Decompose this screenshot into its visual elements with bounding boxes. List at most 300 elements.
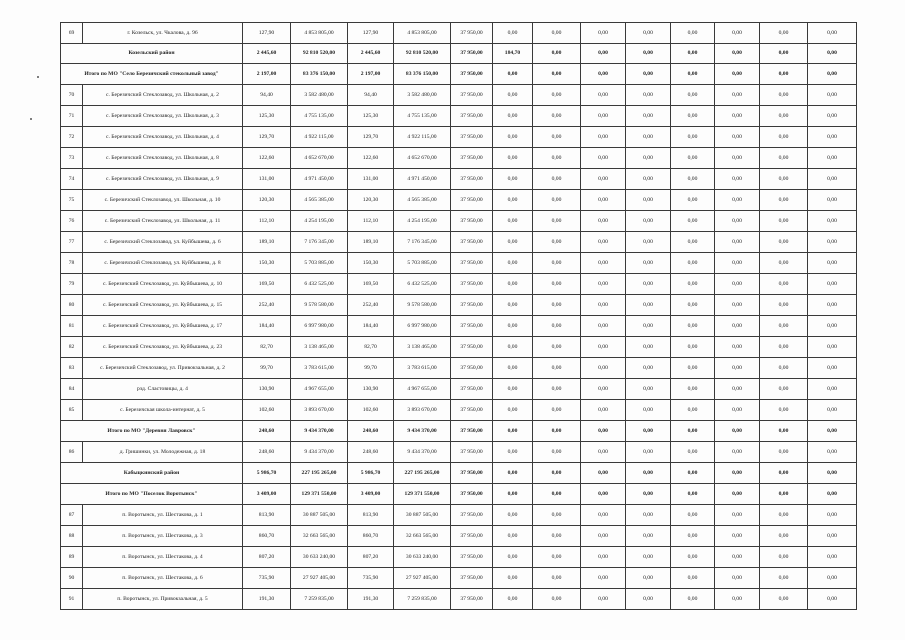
table-cell: 30 887 505,00: [394, 505, 451, 526]
table-cell: 0,00: [760, 358, 808, 379]
table-cell: 0,00: [533, 190, 581, 211]
table-cell: 0,00: [493, 127, 533, 148]
table-row: [61, 106, 857, 127]
table-cell: 0,00: [533, 148, 581, 169]
table-cell: 184,70: [493, 44, 533, 64]
table-cell: 0,00: [808, 295, 857, 316]
table-cell: 0,00: [626, 253, 671, 274]
table-cell: 0,00: [671, 463, 715, 484]
table-cell: 0,00: [493, 106, 533, 127]
table-cell: 9 578 580,00: [394, 295, 451, 316]
table-cell: 252,40: [243, 295, 291, 316]
table-cell: 0,00: [626, 190, 671, 211]
table-cell: 0,00: [533, 295, 581, 316]
table-cell: 37 950,00: [451, 505, 493, 526]
table-cell: 0,00: [808, 190, 857, 211]
table-cell: 0,00: [671, 484, 715, 505]
table-cell: 4 971 450,00: [291, 169, 348, 190]
table-cell: 0,00: [808, 400, 857, 421]
table-cell: 252,40: [348, 295, 394, 316]
table-row: [61, 400, 857, 421]
row-number: 73: [61, 148, 83, 169]
table-cell: 0,00: [808, 127, 857, 148]
table-cell: 37 950,00: [451, 358, 493, 379]
table-cell: 94,40: [243, 85, 291, 106]
table-cell: 0,00: [581, 568, 626, 589]
table-cell: 0,00: [493, 505, 533, 526]
row-number: 83: [61, 358, 83, 379]
address-cell: с. Березичская школа-интернат, д. 5: [83, 400, 243, 421]
table-cell: 0,00: [626, 463, 671, 484]
table-cell: 129 371 550,00: [291, 484, 348, 505]
table-cell: 0,00: [581, 85, 626, 106]
table-cell: 30 887 505,00: [291, 505, 348, 526]
table-cell: 0,00: [671, 232, 715, 253]
table-cell: 122,60: [348, 148, 394, 169]
table-cell: 0,00: [581, 23, 626, 44]
table-cell: 0,00: [715, 211, 760, 232]
table-cell: 0,00: [715, 127, 760, 148]
table-cell: 248,60: [348, 442, 394, 463]
table-cell: 0,00: [760, 463, 808, 484]
table-cell: 0,00: [760, 400, 808, 421]
address-cell: с. Березичский Стеклозавод, ул. Школьная, д. 3: [83, 106, 243, 127]
table-cell: 0,00: [533, 547, 581, 568]
address-cell: с. Березичский Стеклозавод, ул. Школьная, д. 10: [83, 190, 243, 211]
table-cell: 3 409,00: [348, 484, 394, 505]
table-cell: 0,00: [715, 295, 760, 316]
table-cell: 0,00: [626, 23, 671, 44]
table-cell: 0,00: [808, 169, 857, 190]
table-cell: 0,00: [715, 442, 760, 463]
table-cell: 0,00: [760, 547, 808, 568]
table-cell: 0,00: [626, 358, 671, 379]
table-cell: 0,00: [493, 274, 533, 295]
table-row: [61, 526, 857, 547]
table-cell: 0,00: [715, 526, 760, 547]
table-cell: 0,00: [715, 463, 760, 484]
table-cell: 82,70: [348, 337, 394, 358]
table-cell: 0,00: [760, 568, 808, 589]
table-cell: 7 176 345,00: [394, 232, 451, 253]
table-cell: 0,00: [581, 127, 626, 148]
table-cell: 3 582 480,00: [394, 85, 451, 106]
table-cell: 2 445,60: [348, 44, 394, 64]
table-cell: 102,60: [243, 400, 291, 421]
table-cell: 0,00: [493, 568, 533, 589]
row-number: 76: [61, 211, 83, 232]
row-number: 69: [61, 23, 83, 44]
table-cell: 0,00: [715, 547, 760, 568]
table-cell: 0,00: [626, 64, 671, 85]
table-cell: 0,00: [715, 148, 760, 169]
table-cell: 37 950,00: [451, 148, 493, 169]
table-cell: 0,00: [808, 44, 857, 64]
subtotal-label: Итого по МО "Деревня Лавровск": [61, 421, 243, 442]
table-cell: 0,00: [533, 379, 581, 400]
table-cell: 0,00: [808, 505, 857, 526]
table-cell: 0,00: [626, 148, 671, 169]
row-number: 80: [61, 295, 83, 316]
table-cell: 0,00: [626, 589, 671, 610]
table-cell: 37 950,00: [451, 44, 493, 64]
table-cell: 0,00: [493, 211, 533, 232]
table-cell: 0,00: [626, 169, 671, 190]
table-cell: 0,00: [493, 232, 533, 253]
table-cell: 0,00: [533, 505, 581, 526]
table-cell: 37 950,00: [451, 85, 493, 106]
row-number: 81: [61, 316, 83, 337]
table-cell: 0,00: [760, 484, 808, 505]
table-cell: 0,00: [671, 442, 715, 463]
table-cell: 7 259 835,00: [394, 589, 451, 610]
housing-register-table: [60, 22, 857, 610]
table-cell: 92 810 520,00: [291, 44, 348, 64]
table-cell: 5 703 885,00: [394, 253, 451, 274]
table-cell: 0,00: [493, 316, 533, 337]
table-cell: 83 376 150,00: [394, 64, 451, 85]
table-cell: 0,00: [493, 442, 533, 463]
table-row: [61, 568, 857, 589]
table-cell: 3 138 465,00: [291, 337, 348, 358]
table-cell: 0,00: [626, 547, 671, 568]
table-cell: 129,70: [348, 127, 394, 148]
table-cell: 9 434 370,00: [291, 421, 348, 442]
address-cell: п. Воротынск, ул. Привокзальная, д. 5: [83, 589, 243, 610]
table-row: [61, 127, 857, 148]
table-cell: 0,00: [626, 505, 671, 526]
table-row: [61, 253, 857, 274]
table-cell: 0,00: [581, 211, 626, 232]
table-cell: 0,00: [533, 442, 581, 463]
table-cell: 0,00: [715, 253, 760, 274]
row-number: 91: [61, 589, 83, 610]
table-cell: 37 950,00: [451, 211, 493, 232]
table-cell: 4 853 805,00: [291, 23, 348, 44]
table-cell: 5 703 885,00: [291, 253, 348, 274]
table-cell: 0,00: [808, 274, 857, 295]
table-cell: 0,00: [493, 23, 533, 44]
table-cell: 0,00: [715, 505, 760, 526]
table-row: [61, 274, 857, 295]
table-cell: 125,30: [348, 106, 394, 127]
table-body: [61, 23, 857, 610]
table-cell: 0,00: [671, 421, 715, 442]
address-cell: с. Березичский Стеклозавод, ул. Куйбышева, д. 15: [83, 295, 243, 316]
table-cell: 0,00: [581, 547, 626, 568]
table-cell: 37 950,00: [451, 127, 493, 148]
table-cell: 0,00: [671, 379, 715, 400]
table-cell: 0,00: [493, 463, 533, 484]
table-cell: 0,00: [581, 316, 626, 337]
table-cell: 0,00: [493, 64, 533, 85]
table-cell: 150,30: [348, 253, 394, 274]
table-cell: 37 950,00: [451, 23, 493, 44]
table-cell: 0,00: [581, 106, 626, 127]
scan-speck: [37, 76, 39, 78]
table-cell: 6 432 525,00: [291, 274, 348, 295]
table-cell: 0,00: [493, 400, 533, 421]
table-cell: 0,00: [715, 589, 760, 610]
address-cell: с. Березичский Стеклозавод, ул. Привокзальная, д. 2: [83, 358, 243, 379]
table-cell: 0,00: [626, 484, 671, 505]
table-row: [61, 337, 857, 358]
table-cell: 0,00: [581, 463, 626, 484]
table-cell: 0,00: [581, 253, 626, 274]
subtotal-label: Козельский район: [61, 44, 243, 64]
table-cell: 0,00: [760, 526, 808, 547]
table-cell: 0,00: [715, 484, 760, 505]
table-cell: 0,00: [760, 253, 808, 274]
table-cell: 0,00: [533, 85, 581, 106]
table-cell: 0,00: [533, 463, 581, 484]
table-cell: 0,00: [808, 568, 857, 589]
table-row: [61, 379, 857, 400]
row-number: 78: [61, 253, 83, 274]
table-cell: 0,00: [533, 421, 581, 442]
row-number: 71: [61, 106, 83, 127]
table-cell: 0,00: [715, 106, 760, 127]
row-number: 89: [61, 547, 83, 568]
table-cell: 4 652 670,00: [291, 148, 348, 169]
table-cell: 0,00: [671, 211, 715, 232]
table-cell: 0,00: [671, 547, 715, 568]
table-cell: 0,00: [760, 44, 808, 64]
table-row: [61, 442, 857, 463]
subtotal-label: Итого по МО "Село Березичский стекольный завод": [61, 64, 243, 85]
table-cell: 0,00: [760, 106, 808, 127]
table-cell: 0,00: [626, 127, 671, 148]
table-cell: 0,00: [715, 85, 760, 106]
address-cell: с. Березичский Стеклозавод, ул. Куйбышева, д. 8: [83, 253, 243, 274]
table-cell: 0,00: [533, 23, 581, 44]
table-cell: 0,00: [626, 526, 671, 547]
table-cell: 150,30: [243, 253, 291, 274]
table-cell: 0,00: [808, 148, 857, 169]
table-cell: 131,00: [348, 169, 394, 190]
table-row: [61, 505, 857, 526]
table-cell: 0,00: [671, 127, 715, 148]
table-cell: 0,00: [493, 169, 533, 190]
address-cell: г. Козельск, ул. Чкалова, д. 96: [83, 23, 243, 44]
table-cell: 0,00: [493, 358, 533, 379]
table-cell: 4 922 115,00: [291, 127, 348, 148]
table-cell: 0,00: [533, 337, 581, 358]
table-cell: 807,20: [348, 547, 394, 568]
table-cell: 0,00: [493, 295, 533, 316]
table-cell: 227 195 265,00: [394, 463, 451, 484]
table-cell: 37 950,00: [451, 547, 493, 568]
table-cell: 0,00: [808, 316, 857, 337]
table-cell: 0,00: [760, 127, 808, 148]
table-cell: 0,00: [671, 358, 715, 379]
table-cell: 0,00: [581, 274, 626, 295]
address-cell: п. Воротынск, ул. Шестакова, д. 1: [83, 505, 243, 526]
row-number: 75: [61, 190, 83, 211]
address-cell: с. Березичский Стеклозавод, ул. Куйбышева, д. 10: [83, 274, 243, 295]
table-cell: 0,00: [760, 337, 808, 358]
table-cell: 0,00: [626, 400, 671, 421]
table-cell: 248,60: [243, 442, 291, 463]
table-cell: 0,00: [760, 211, 808, 232]
table-row: [61, 316, 857, 337]
table-row: [61, 295, 857, 316]
table-row: [61, 148, 857, 169]
table-cell: 0,00: [581, 190, 626, 211]
table-row: [61, 190, 857, 211]
table-cell: 4 565 385,00: [291, 190, 348, 211]
table-cell: 3 138 465,00: [394, 337, 451, 358]
table-cell: 0,00: [533, 589, 581, 610]
scan-speck: [30, 118, 32, 120]
table-cell: 4 967 655,00: [394, 379, 451, 400]
table-cell: 0,00: [493, 421, 533, 442]
table-cell: 0,00: [581, 169, 626, 190]
address-cell: с. Березичский Стеклозавод, ул. Школьная, д. 2: [83, 85, 243, 106]
table-cell: 0,00: [533, 232, 581, 253]
table-cell: 0,00: [533, 64, 581, 85]
table-cell: 0,00: [626, 106, 671, 127]
table-cell: 0,00: [533, 568, 581, 589]
table-cell: 0,00: [581, 379, 626, 400]
table-cell: 125,30: [243, 106, 291, 127]
table-cell: 0,00: [581, 64, 626, 85]
table-row: [61, 547, 857, 568]
table-cell: 3 893 670,00: [291, 400, 348, 421]
table-cell: 0,00: [760, 148, 808, 169]
table-cell: 37 950,00: [451, 589, 493, 610]
table-cell: 0,00: [808, 253, 857, 274]
table-cell: 0,00: [760, 232, 808, 253]
table-cell: 0,00: [493, 526, 533, 547]
table-cell: 37 950,00: [451, 253, 493, 274]
table-cell: 0,00: [533, 400, 581, 421]
address-cell: п. Воротынск, ул. Шестакова, д. 6: [83, 568, 243, 589]
table-cell: 32 663 565,00: [291, 526, 348, 547]
table-cell: 27 927 405,00: [394, 568, 451, 589]
row-number: 77: [61, 232, 83, 253]
table-cell: 0,00: [760, 190, 808, 211]
subtotal-row: [61, 44, 857, 64]
address-cell: с. Березичский Стеклозавод, ул. Школьная, д. 4: [83, 127, 243, 148]
table-cell: 0,00: [671, 253, 715, 274]
table-cell: 127,90: [243, 23, 291, 44]
table-cell: 0,00: [671, 568, 715, 589]
table-cell: 94,40: [348, 85, 394, 106]
table-cell: 120,30: [348, 190, 394, 211]
table-cell: 0,00: [671, 85, 715, 106]
table-cell: 0,00: [581, 232, 626, 253]
table-cell: 0,00: [533, 169, 581, 190]
table-cell: 0,00: [581, 442, 626, 463]
subtotal-label: Итого по МО "Поселок Воротынск": [61, 484, 243, 505]
table-cell: 0,00: [626, 211, 671, 232]
table-cell: 0,00: [533, 127, 581, 148]
table-cell: 130,90: [243, 379, 291, 400]
table-cell: 0,00: [760, 316, 808, 337]
table-cell: 3 893 670,00: [394, 400, 451, 421]
table-cell: 0,00: [626, 421, 671, 442]
table-cell: 9 434 370,00: [394, 442, 451, 463]
table-cell: 4 254 195,00: [291, 211, 348, 232]
table-cell: 0,00: [671, 589, 715, 610]
table-cell: 0,00: [533, 358, 581, 379]
table-cell: 0,00: [808, 358, 857, 379]
table-cell: 0,00: [671, 23, 715, 44]
table-cell: 27 927 405,00: [291, 568, 348, 589]
table-cell: 0,00: [581, 358, 626, 379]
table-cell: 0,00: [581, 505, 626, 526]
table-cell: 0,00: [581, 44, 626, 64]
table-cell: 0,00: [626, 44, 671, 64]
table-cell: 0,00: [671, 316, 715, 337]
table-cell: 0,00: [626, 379, 671, 400]
table-cell: 0,00: [493, 337, 533, 358]
table-cell: 860,70: [348, 526, 394, 547]
table-cell: 0,00: [715, 337, 760, 358]
table-cell: 0,00: [626, 85, 671, 106]
table-cell: 0,00: [581, 421, 626, 442]
table-cell: 0,00: [760, 169, 808, 190]
table-cell: 0,00: [533, 106, 581, 127]
table-row: [61, 23, 857, 44]
table-cell: 32 663 565,00: [394, 526, 451, 547]
table-cell: 0,00: [715, 316, 760, 337]
row-number: 79: [61, 274, 83, 295]
row-number: 90: [61, 568, 83, 589]
table-cell: 0,00: [760, 421, 808, 442]
table-cell: 7 259 835,00: [291, 589, 348, 610]
table-cell: 0,00: [808, 64, 857, 85]
table-cell: 0,00: [671, 148, 715, 169]
table-cell: 0,00: [808, 442, 857, 463]
subtotal-label: Кабыцкинский район: [61, 463, 243, 484]
table-cell: 9 578 580,00: [291, 295, 348, 316]
table-cell: 0,00: [626, 232, 671, 253]
address-cell: с. Березичский Стеклозавод, ул. Школьная, д. 9: [83, 169, 243, 190]
row-number: 88: [61, 526, 83, 547]
address-cell: п. Воротынск, ул. Шестакова, д. 3: [83, 526, 243, 547]
table-cell: 37 950,00: [451, 568, 493, 589]
table-cell: 0,00: [760, 23, 808, 44]
row-number: 84: [61, 379, 83, 400]
table-cell: 9 434 370,00: [394, 421, 451, 442]
table-cell: 0,00: [533, 253, 581, 274]
table-row: [61, 232, 857, 253]
table-cell: 122,60: [243, 148, 291, 169]
table-cell: 4 254 195,00: [394, 211, 451, 232]
table-cell: 37 950,00: [451, 463, 493, 484]
table-cell: 0,00: [671, 274, 715, 295]
table-cell: 735,90: [243, 568, 291, 589]
row-number: 72: [61, 127, 83, 148]
table-cell: 99,70: [243, 358, 291, 379]
table-cell: 813,90: [243, 505, 291, 526]
table-cell: 248,60: [243, 421, 291, 442]
row-number: 70: [61, 85, 83, 106]
table-cell: 0,00: [671, 295, 715, 316]
table-row: [61, 169, 857, 190]
table-cell: 2 197,00: [243, 64, 291, 85]
table-cell: 82,70: [243, 337, 291, 358]
table-cell: 9 434 370,00: [291, 442, 348, 463]
table-cell: 6 997 980,00: [291, 316, 348, 337]
table-cell: 0,00: [808, 463, 857, 484]
table-cell: 0,00: [715, 44, 760, 64]
table-cell: 6 432 525,00: [394, 274, 451, 295]
row-number: 87: [61, 505, 83, 526]
table-cell: 189,10: [348, 232, 394, 253]
